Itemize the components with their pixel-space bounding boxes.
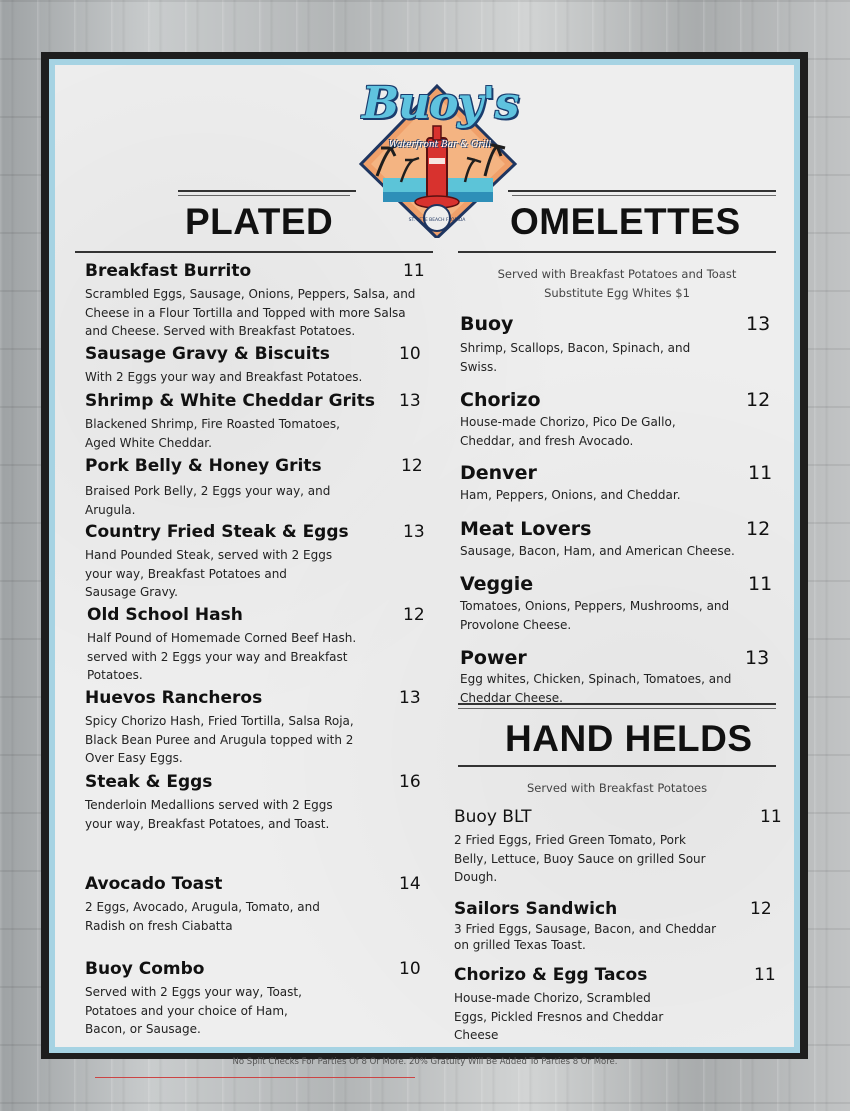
item-description: Half Pound of Homemade Corned Beef Hash. served with 2 Eggs your way and Breakfast Potatoes.	[87, 631, 357, 682]
plated-top-rule-thin	[178, 195, 350, 196]
handhelds-top-rule-thin	[458, 708, 776, 709]
item-name: Chorizo	[460, 389, 541, 411]
item-price: 10	[399, 344, 421, 364]
item-price: 13	[745, 647, 770, 669]
item-price: 16	[399, 772, 421, 792]
item-description: Sausage, Bacon, Ham, and American Cheese.	[460, 544, 735, 558]
item-name: Buoy BLT	[454, 807, 532, 827]
item-name: Chorizo & Egg Tacos	[454, 965, 648, 985]
handhelds-note: Served with Breakfast Potatoes	[526, 781, 708, 795]
plated-top-rule	[178, 190, 356, 192]
item-price: 12	[401, 456, 423, 476]
item-price: 14	[399, 874, 421, 894]
item-price: 13	[403, 522, 425, 542]
item-description: House-made Chorizo, Scrambled Eggs, Pickled Fresnos and Cheddar Cheese	[454, 991, 664, 1042]
item-description: Spicy Chorizo Hash, Fried Tortilla, Salsa Roja, Black Bean Puree and Arugula topped with 2 Over Easy Eggs.	[85, 714, 354, 765]
item-name: Huevos Rancheros	[85, 688, 263, 708]
item-description: Tomatoes, Onions, Peppers, Mushrooms, and Provolone Cheese.	[460, 599, 730, 632]
item-price: 12	[746, 389, 771, 411]
item-name: Avocado Toast	[85, 874, 223, 894]
logo-subtitle: Waterfront Bar & Grill	[388, 140, 492, 150]
item-name: Shrimp & White Cheddar Grits	[85, 391, 375, 411]
item-description: 2 Eggs, Avocado, Arugula, Tomato, and Radish on fresh Ciabatta	[85, 900, 320, 933]
footer-rule	[95, 1077, 415, 1078]
item-name: Veggie	[460, 573, 534, 595]
item-name: Buoy	[460, 313, 514, 335]
item-price: 13	[399, 391, 421, 411]
footer-notice: No Split Checks For Parties Of 8 Or More. 20% Gratuity Will Be Added To Parties 8 Or More.	[232, 1057, 618, 1067]
item-description: Egg whites, Chicken, Spinach, Tomatoes, and Cheddar Cheese.	[460, 672, 732, 705]
item-description: Served with 2 Eggs your way, Toast, Potatoes and your choice of Ham, Bacon, or Sausage.	[85, 985, 302, 1036]
omelettes-note-1: Served with Breakfast Potatoes and Toast	[497, 267, 737, 281]
plated-bottom-rule	[75, 251, 433, 253]
handhelds-bottom-rule	[458, 765, 776, 767]
logo-badge: ST. PETE BEACH FLORIDA	[408, 218, 466, 223]
item-price: 11	[748, 462, 773, 484]
item-description: Hand Pounded Steak, served with 2 Eggs your way, Breakfast Potatoes and Sausage Gravy.	[85, 548, 333, 599]
handhelds-title: HAND HELDS	[505, 718, 753, 759]
item-price: 11	[760, 807, 782, 827]
item-price: 11	[748, 573, 773, 595]
item-description: Ham, Peppers, Onions, and Cheddar.	[460, 488, 681, 502]
item-description: 2 Fried Eggs, Fried Green Tomato, Pork Belly, Lettuce, Buoy Sauce on grilled Sour Dough.	[454, 833, 706, 884]
item-description: Blackened Shrimp, Fire Roasted Tomatoes, Aged White Cheddar.	[85, 417, 340, 450]
item-name: Country Fried Steak & Eggs	[85, 522, 349, 542]
item-name: Denver	[460, 462, 537, 484]
item-name: Power	[460, 647, 527, 669]
item-description: House-made Chorizo, Pico De Gallo, Cheddar, and fresh Avocado.	[460, 415, 676, 448]
item-price: 11	[754, 965, 776, 985]
omelettes-note-2: Substitute Egg Whites $1	[544, 286, 690, 300]
item-name: Breakfast Burrito	[85, 261, 252, 281]
item-price: 11	[403, 261, 425, 281]
item-price: 10	[399, 959, 421, 979]
item-name: Old School Hash	[87, 605, 243, 625]
item-price: 12	[403, 605, 425, 625]
item-price: 12	[746, 518, 771, 540]
item-price: 13	[399, 688, 421, 708]
item-description: Braised Pork Belly, 2 Eggs your way, and Arugula.	[85, 484, 331, 517]
omelettes-title: OMELETTES	[510, 201, 741, 242]
item-description: Shrimp, Scallops, Bacon, Spinach, and Swiss.	[460, 341, 691, 374]
item-description: 3 Fried Eggs, Sausage, Bacon, and Cheddar on grilled Texas Toast.	[454, 922, 717, 952]
item-name: Steak & Eggs	[85, 772, 213, 792]
omelettes-top-rule	[508, 190, 776, 192]
item-name: Buoy Combo	[85, 959, 205, 979]
plated-title: PLATED	[185, 201, 334, 242]
item-description: Scrambled Eggs, Sausage, Onions, Peppers, Salsa, and Cheese in a Flour Tortilla and Topped with more Salsa and Cheese. Served with Breakfast Potatoes.	[85, 287, 416, 338]
item-price: 13	[746, 313, 771, 335]
item-description: Tenderloin Medallions served with 2 Eggs your way, Breakfast Potatoes, and Toast.	[85, 798, 333, 831]
item-description: With 2 Eggs your way and Breakfast Potatoes.	[85, 370, 363, 384]
item-name: Pork Belly & Honey Grits	[85, 456, 322, 476]
logo-title: Buoy's	[362, 78, 519, 129]
item-name: Sailors Sandwich	[454, 899, 618, 919]
item-name: Sausage Gravy & Biscuits	[85, 344, 330, 364]
omelettes-bottom-rule	[458, 251, 776, 253]
item-price: 12	[750, 899, 772, 919]
omelettes-top-rule-thin	[512, 195, 776, 196]
item-name: Meat Lovers	[460, 518, 592, 540]
